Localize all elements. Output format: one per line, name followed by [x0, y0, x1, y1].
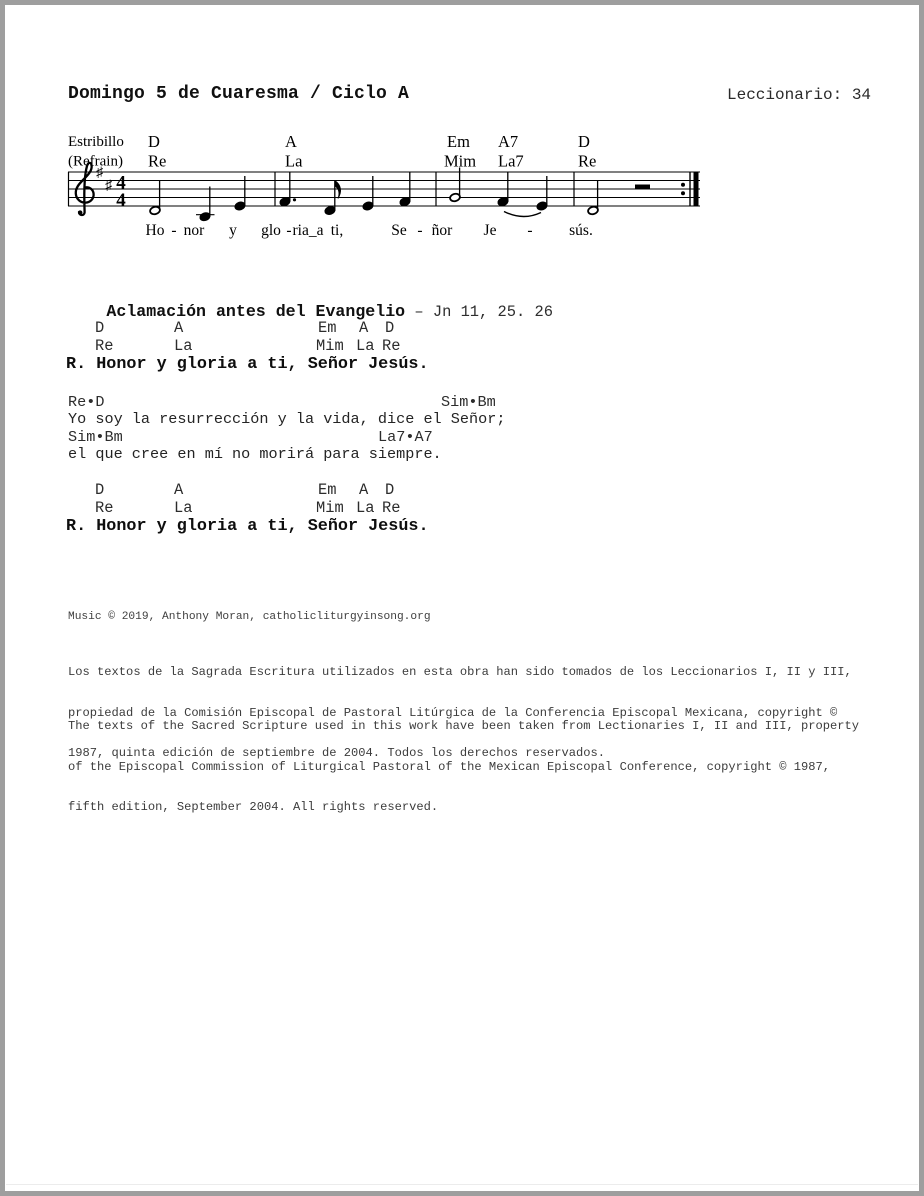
lyric-syllable: ti,: [330, 222, 344, 239]
verse-chord-row: [0, 428, 860, 446]
time-signature: [116, 173, 126, 211]
chord-label: Mim: [316, 337, 344, 355]
chord-label: La: [356, 499, 375, 517]
copyright-line: of the Episcopal Commission of Liturgical Pastoral of the Mexican Episcopal Conference, copyright © 1987,: [68, 759, 831, 774]
verse-chord-row: [0, 393, 860, 411]
chord-label: Re: [578, 151, 597, 171]
lyric-syllable: Ho: [145, 222, 165, 239]
sharp-icon: ♯: [105, 178, 112, 194]
chord-label: A: [174, 319, 184, 337]
lyric-syllable: ria_a: [292, 222, 324, 239]
chord-label: Re: [148, 151, 167, 171]
refrain-text: R. Honor y gloria a ti, Señor Jesús.: [66, 355, 429, 374]
chord-label: A: [359, 481, 369, 499]
chord-label: La: [174, 337, 193, 355]
chord-label: D: [385, 319, 395, 337]
chord-label: A: [359, 319, 369, 337]
chord-label: La7: [498, 151, 524, 171]
chord-label: Re: [95, 337, 114, 355]
lyric-syllable: Se: [391, 222, 407, 239]
chord-label: D: [95, 481, 105, 499]
copyright-line: 1987, quinta edición de septiembre de 2004. Todos los derechos reservados.: [68, 746, 606, 760]
half-rest-icon: [635, 185, 650, 190]
notes-measure-1: [149, 176, 246, 222]
svg-text:4: 4: [116, 172, 126, 194]
copyright-line: The texts of the Sacred Scripture used in this work have been taken from Lectionaries I, II and III, property: [68, 719, 860, 733]
chord-label: La: [356, 337, 375, 355]
svg-text:4: 4: [116, 189, 126, 211]
copyright-line: propiedad de la Comisión Episcopal de Pastoral Litúrgica de la Conferencia Episcopal Mexicana, copyright ©: [68, 705, 838, 720]
lyric-syllable: -: [286, 222, 292, 239]
chord-label: Re: [382, 337, 401, 355]
lyric-syllable: -: [171, 222, 177, 239]
verse-text-line: Yo soy la resurrección y la vida, dice el Señor;: [68, 410, 506, 428]
refrain-text: R. Honor y gloria a ti, Señor Jesús.: [66, 517, 429, 536]
refrain-label-en: (Refrain): [68, 153, 123, 170]
notes-measure-3: [449, 168, 548, 217]
chord-label: Mim: [316, 499, 344, 517]
chord-row-solfege: [0, 499, 860, 517]
chord-label: A: [174, 481, 184, 499]
chord-row-solfege: [0, 337, 860, 355]
copyright-line: Los textos de la Sagrada Escritura utilizados en esta obra han sido tomados de los Leccionarios I, II y III,: [68, 665, 852, 679]
page-title: Domingo 5 de Cuaresma / Ciclo A: [68, 84, 410, 104]
chord-label: D: [148, 132, 160, 151]
music-credit: Music © 2019, Anthony Moran, catholicliturgyinsong.org: [68, 611, 431, 623]
lyric-line: [146, 222, 593, 239]
staff-chords-english: [148, 132, 590, 151]
staff-chords-solfege: [148, 152, 596, 171]
tie-icon: [504, 212, 541, 217]
lyric-syllable: -: [417, 222, 423, 239]
acclamation-heading: Aclamación antes del Evangelio: [106, 302, 406, 321]
chord-label: D: [385, 481, 395, 499]
chord-label: Em: [318, 319, 337, 337]
lyric-syllable: nor: [183, 222, 205, 239]
chord-label: Sim•Bm: [441, 393, 496, 411]
lyric-syllable: glo: [261, 222, 281, 239]
lyric-syllable: ñor: [431, 222, 453, 239]
scan-artifact-line: [6, 1184, 918, 1185]
chord-label: Mim: [444, 151, 477, 171]
chord-label: D: [578, 132, 590, 151]
chord-label: Re: [382, 499, 401, 517]
chord-label: Sim•Bm: [68, 428, 123, 446]
verse-text-line: el que cree en mí no morirá para siempre.: [68, 445, 442, 463]
lyric-syllable: y: [229, 222, 237, 239]
chord-label: Em: [318, 481, 337, 499]
chord-row-english: [0, 319, 860, 337]
lyric-syllable: sús.: [569, 222, 593, 239]
chord-label: Re: [95, 499, 114, 517]
chord-label: La7•A7: [378, 428, 433, 446]
staff-lines: [68, 172, 700, 206]
chord-label: D: [95, 319, 105, 337]
copyright-english: [68, 693, 859, 842]
copyright-line: fifth edition, September 2004. All rights reserved.: [68, 800, 439, 814]
chord-label: Re•D: [68, 393, 105, 411]
lyric-syllable: -: [527, 222, 533, 239]
lectionary-number: Leccionario: 34: [727, 86, 872, 104]
refrain-label-es: Estribillo: [68, 134, 124, 150]
notes-measure-2: [279, 172, 411, 216]
chord-row-english: [0, 481, 860, 499]
chord-label: A: [285, 132, 297, 151]
sharp-icon: ♯: [96, 165, 103, 181]
lyric-syllable: Je: [483, 222, 497, 239]
chord-label: La: [285, 151, 303, 171]
chord-label: Em: [447, 132, 470, 151]
chord-label: La: [174, 499, 193, 517]
music-staff: [63, 130, 723, 245]
chord-label: A7: [498, 132, 519, 151]
scripture-reference: – Jn 11, 25. 26: [405, 303, 553, 321]
